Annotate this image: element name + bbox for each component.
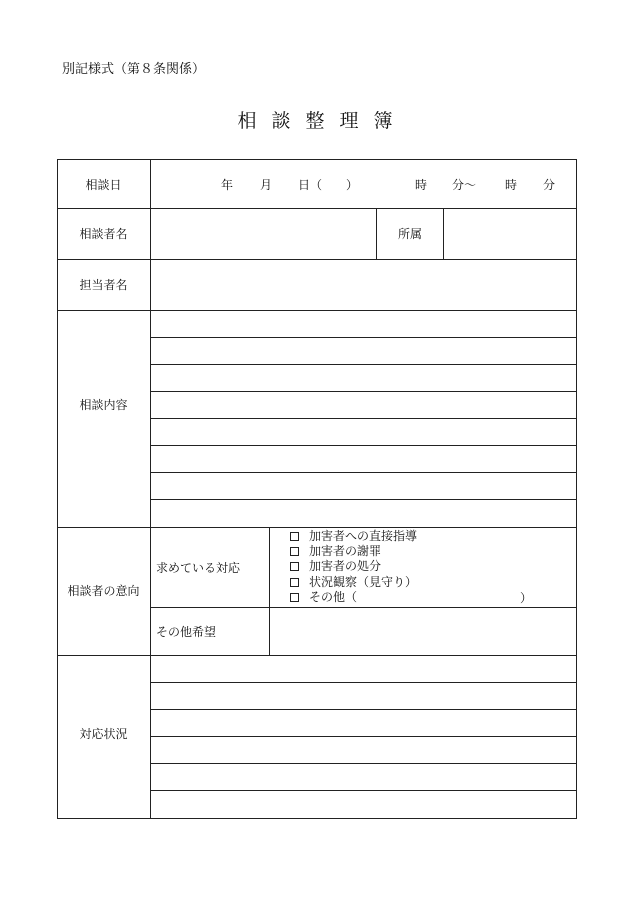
option-direct-guidance[interactable] (290, 530, 417, 543)
staff-name-label: 担当者名 (79, 278, 128, 292)
end-minute-unit: 分 (543, 178, 556, 192)
ruled-line (150, 736, 577, 737)
option-label: その他（ (309, 590, 358, 604)
ruled-line (150, 337, 577, 338)
start-hour-unit: 時 (415, 178, 428, 192)
checkbox[interactable] (290, 593, 299, 602)
ruled-line (150, 499, 577, 500)
consultant-name-field[interactable] (151, 209, 376, 259)
weekday-close: ） (346, 178, 359, 192)
option-other-close: ） (520, 591, 533, 605)
year-unit: 年 (221, 178, 234, 192)
ruled-line (150, 445, 577, 446)
intent-label: 相談者の意向 (67, 584, 140, 598)
checkbox[interactable] (290, 547, 299, 556)
table-border-left (57, 159, 58, 819)
option-other[interactable] (290, 591, 357, 604)
staff-name-field[interactable] (151, 260, 576, 310)
ruled-line (150, 763, 577, 764)
table-border-bottom (57, 818, 577, 819)
response-status-label: 対応状況 (79, 727, 128, 741)
checkbox[interactable] (290, 562, 299, 571)
start-minute-unit: 分～ (452, 178, 477, 192)
option-label: 加害者への直接指導 (309, 529, 418, 543)
ruled-line (150, 472, 577, 473)
ruled-line (150, 391, 577, 392)
option-label: 状況観察（見守り） (309, 575, 418, 589)
option-observation[interactable] (290, 576, 417, 589)
other-wish-field[interactable] (270, 608, 576, 655)
day-unit: 日（ (298, 178, 323, 192)
ruled-line (150, 682, 577, 683)
ruled-line (150, 709, 577, 710)
consult-content-field[interactable] (151, 311, 576, 527)
checkbox[interactable] (290, 578, 299, 587)
checkbox[interactable] (290, 532, 299, 541)
ruled-line (150, 364, 577, 365)
ruled-line (150, 790, 577, 791)
table-border-right (576, 159, 577, 819)
page-title: 相談整理簿 (237, 110, 408, 132)
desired-response-label: 求めている対応 (156, 561, 241, 575)
consultant-name-label: 相談者名 (79, 227, 128, 241)
affiliation-label: 所属 (397, 227, 422, 241)
option-apology[interactable] (290, 545, 381, 558)
ruled-line (150, 418, 577, 419)
response-status-field[interactable] (151, 656, 576, 818)
consult-content-label: 相談内容 (79, 398, 128, 412)
row-divider (57, 527, 577, 528)
form-header: 別記様式（第８条関係） (62, 62, 206, 77)
option-label: 加害者の処分 (309, 559, 382, 573)
end-hour-unit: 時 (505, 178, 518, 192)
option-disciplinary[interactable] (290, 560, 381, 573)
affiliation-field[interactable] (444, 209, 576, 259)
consult-date-label: 相談日 (85, 178, 122, 192)
option-label: 加害者の謝罪 (309, 544, 382, 558)
month-unit: 月 (260, 178, 273, 192)
other-wish-label: その他希望 (156, 625, 217, 639)
